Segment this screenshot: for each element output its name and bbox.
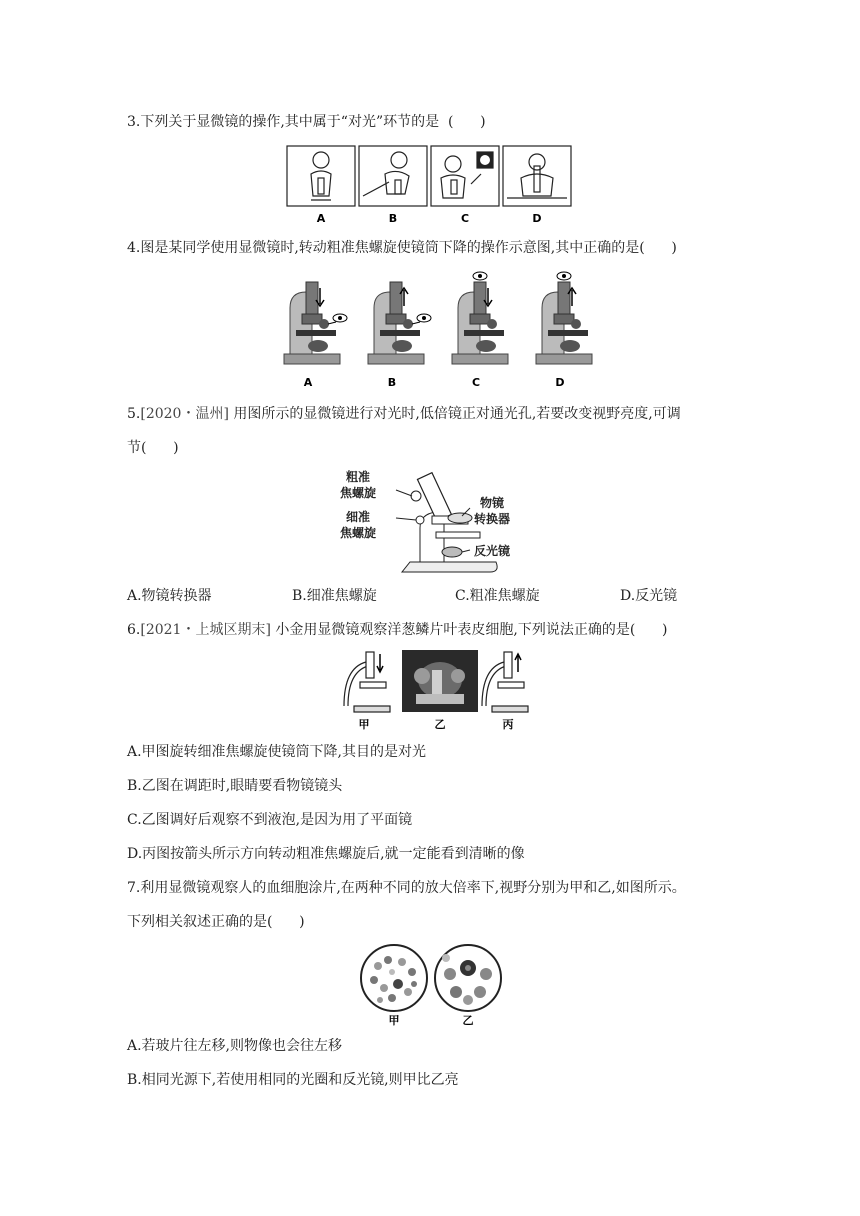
q5-option-a: A.物镜转换器	[127, 588, 212, 604]
q5-stem-text: 用图所示的显微镜进行对光时,低倍镜正对通光孔,若要改变视野亮度,可调	[233, 406, 681, 422]
q3-caption-c: C	[460, 212, 470, 225]
q3-stem: 3.下列关于显微镜的操作,其中属于“对光”环节的是 ( )	[127, 114, 486, 130]
q5-label-mirror: 反光镜	[474, 544, 511, 558]
q3-figure	[285, 144, 575, 228]
q5-label-fine-line2: 焦螺旋	[340, 526, 377, 540]
q7-option-b: B.相同光源下,若使用相同的光圈和反光镜,则甲比乙亮	[127, 1072, 459, 1088]
q4-caption-b: B	[387, 376, 397, 389]
q6-stem	[127, 620, 667, 640]
q4-stem: 4.图是某同学使用显微镜时,转动粗准焦螺旋使镜筒下降的操作示意图,其中正确的是( )	[127, 240, 677, 256]
q4-scope-d	[536, 272, 592, 364]
q4-figure	[276, 268, 596, 392]
q5-option-b: B.细准焦螺旋	[292, 588, 377, 604]
q6-figure	[340, 648, 536, 732]
q4-caption-c: C	[471, 376, 481, 389]
q3-panel-b	[359, 146, 427, 206]
q7-figure	[358, 944, 504, 1028]
q3-caption-a: A	[316, 212, 326, 225]
q3-caption-b: B	[388, 212, 398, 225]
q7-caption-jia: 甲	[388, 1014, 400, 1027]
q6-number: 6.	[127, 622, 141, 638]
q6-option-b: B.乙图在调距时,眼睛要看物镜镜头	[127, 778, 343, 794]
q6-figure-jia	[344, 652, 390, 712]
q3-panel-a	[287, 146, 355, 206]
q6-option-c: C.乙图调好后观察不到液泡,是因为用了平面镜	[127, 812, 413, 828]
q5-stem-line2: 节( )	[127, 440, 179, 456]
q7-field-jia	[361, 945, 427, 1011]
q6-source-tag: [2021・上城区期末]	[140, 622, 271, 638]
q5-label-nosepiece-line1: 物镜	[480, 496, 505, 510]
q6-caption-yi: 乙	[434, 718, 446, 731]
q6-figure-bing	[482, 652, 528, 712]
q7-field-yi	[435, 945, 501, 1011]
q4-caption-a: A	[303, 376, 313, 389]
q3-panel-d	[503, 146, 571, 206]
q6-caption-jia: 甲	[358, 718, 370, 731]
q4-caption-d: D	[555, 376, 565, 389]
q3-panel-c	[431, 146, 499, 206]
q5-source-tag: [2020・温州]	[140, 406, 229, 422]
q5-label-fine-line1: 细准	[346, 510, 371, 524]
q3-caption-d: D	[532, 212, 542, 225]
q5-option-c: C.粗准焦螺旋	[455, 588, 540, 604]
q6-option-d: D.丙图按箭头所示方向转动粗准焦螺旋后,就一定能看到清晰的像	[127, 846, 525, 862]
q5-label-coarse-line1: 粗准	[346, 470, 371, 484]
q5-label-nosepiece-line2: 转换器	[474, 512, 511, 526]
q5-stem-line1	[127, 404, 681, 424]
q5-number: 5.	[127, 406, 141, 422]
q7-caption-yi: 乙	[462, 1014, 474, 1027]
q7-stem-line1: 7.利用显微镜观察人的血细胞涂片,在两种不同的放大倍率下,视野分别为甲和乙,如图所示。	[127, 880, 686, 896]
q7-option-a: A.若玻片往左移,则物像也会往左移	[127, 1038, 343, 1054]
q4-scope-b	[368, 282, 431, 364]
q5-figure	[340, 466, 520, 580]
q6-figure-yi-photo	[402, 650, 478, 712]
q6-option-a: A.甲图旋转细准焦螺旋使镜筒下降,其目的是对光	[127, 744, 427, 760]
q6-caption-bing: 丙	[502, 718, 514, 731]
q6-stem-text: 小金用显微镜观察洋葱鳞片叶表皮细胞,下列说法正确的是( )	[275, 622, 668, 638]
q5-label-coarse-line2: 焦螺旋	[340, 486, 377, 500]
q4-scope-c	[452, 272, 508, 364]
q7-stem-line2: 下列相关叙述正确的是( )	[127, 914, 305, 930]
q5-option-d: D.反光镜	[620, 588, 678, 604]
q4-scope-a	[284, 282, 347, 364]
